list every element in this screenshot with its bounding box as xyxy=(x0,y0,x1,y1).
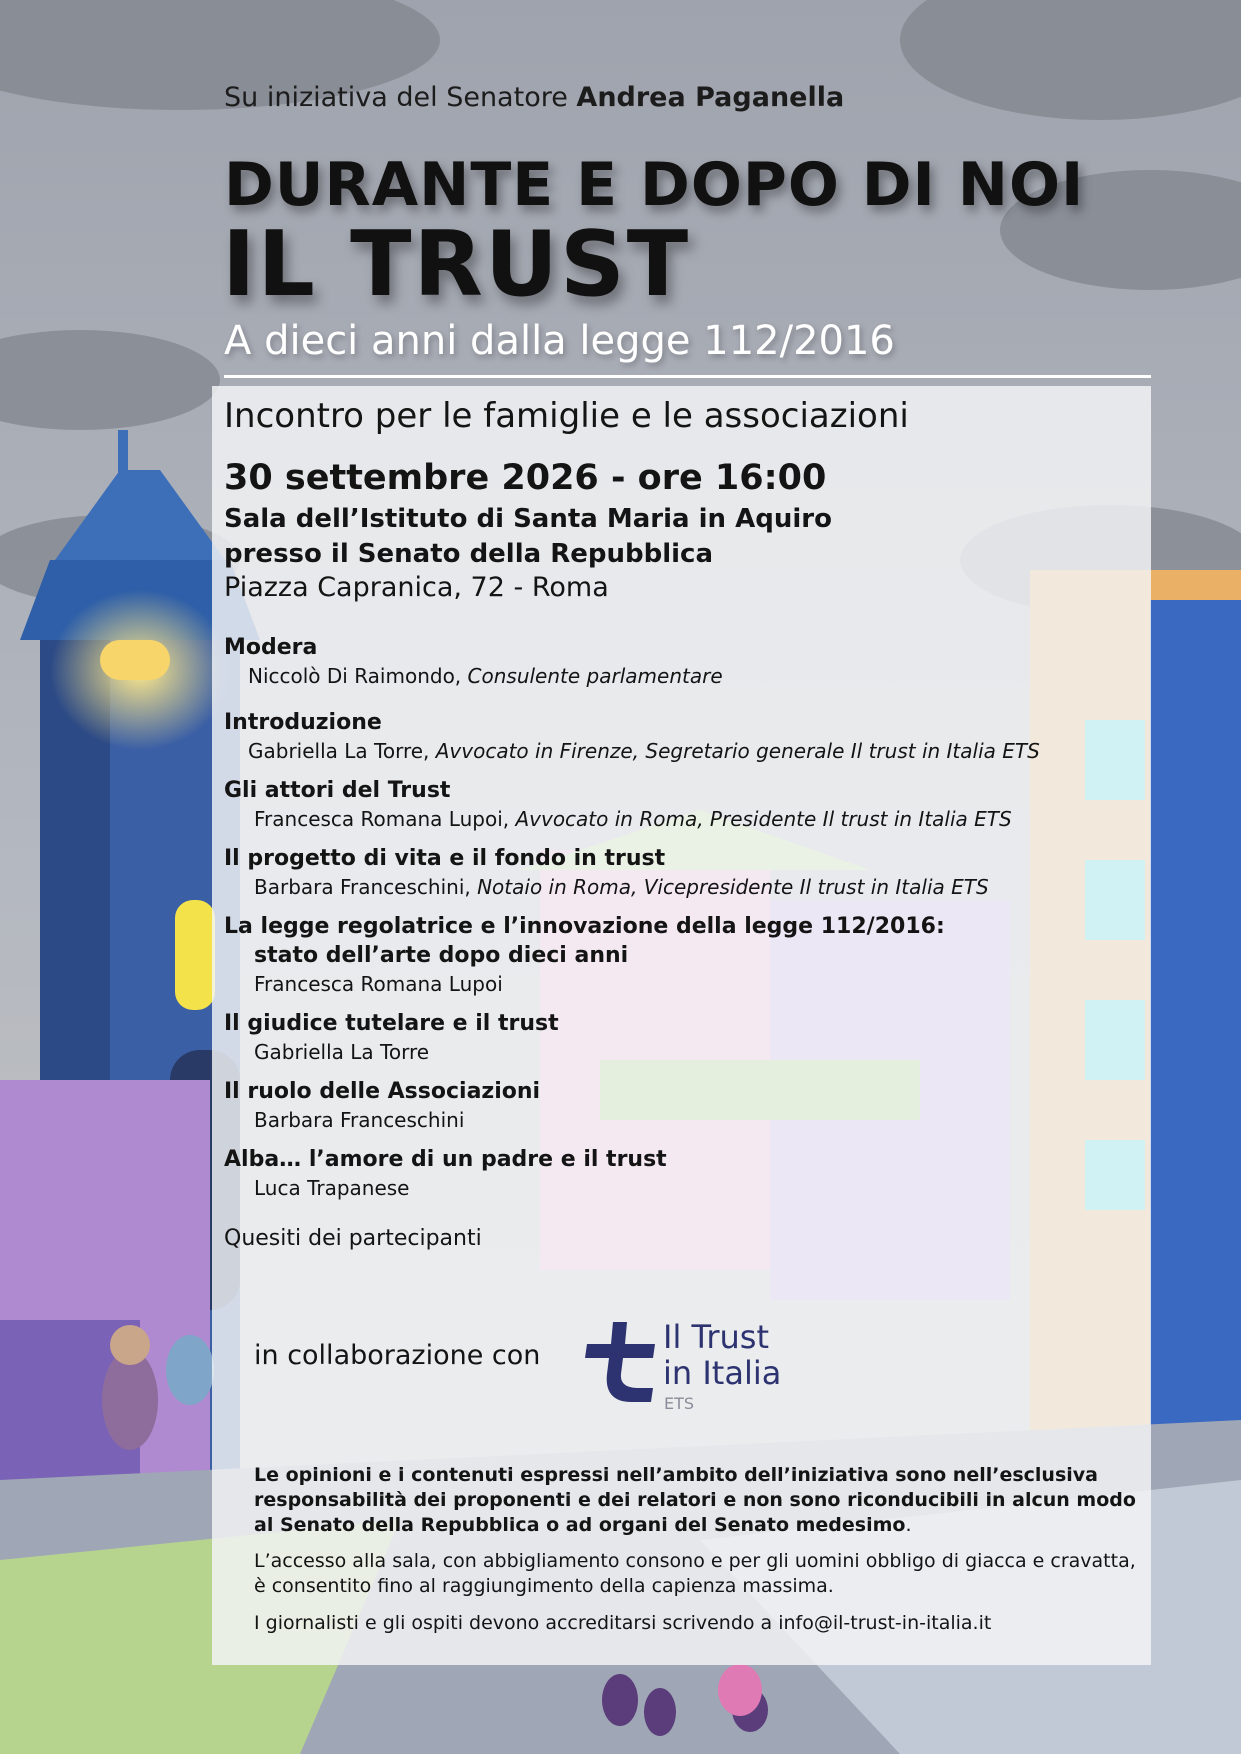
program-item xyxy=(224,708,1154,765)
event-venue xyxy=(224,502,832,572)
program-item-speaker: Niccolò Di Raimondo, Consulente parlamentare xyxy=(248,664,723,688)
program-item-title: Quesiti dei partecipanti xyxy=(224,1226,482,1251)
trust-logo-icon xyxy=(583,1322,659,1402)
venue-line-2: presso il Senato della Repubblica xyxy=(224,539,714,569)
program-item-title: Gli attori del Trust xyxy=(224,778,451,803)
program-item-title: La legge regolatrice e l’innovazione della legge 112/2016: xyxy=(224,914,945,939)
disclaimer: Le opinioni e i contenuti espressi nell’ambito dell’iniziativa sono nell’esclusiva responsabilità dei proponenti e dei relatori e non sono riconducibili in alcun modo al Senato della Repubblica o ad organi del Senato medesimo. xyxy=(254,1464,1136,1536)
event-datetime: 30 settembre 2026 - ore 16:00 xyxy=(224,458,827,498)
logo-line-1: Il Trust xyxy=(663,1318,769,1356)
initiative-prefix: Su iniziativa del Senatore xyxy=(224,82,577,113)
title-line-2: IL TRUST xyxy=(222,212,691,317)
program-item-speaker: Gabriella La Torre, Avvocato in Firenze, Segretario generale Il trust in Italia ETS xyxy=(248,739,1040,763)
title-line-1: DURANTE E DOPO DI NOI xyxy=(224,150,1085,220)
access-note: L’accesso alla sala, con abbigliamento consono e per gli uomini obbligo di giacca e cravatta, è consentito fino al raggiungimento della capienza massima. xyxy=(254,1550,1136,1597)
program-item xyxy=(224,1077,1154,1134)
program-item-title-continued: stato dell’arte dopo dieci anni xyxy=(254,943,629,968)
logo-line-2: in Italia xyxy=(663,1354,782,1392)
collaboration-label: in collaborazione con xyxy=(254,1340,541,1371)
program-item-title: Alba… l’amore di un padre e il trust xyxy=(224,1147,667,1172)
title-divider xyxy=(224,375,1151,378)
trust-in-italia-logo xyxy=(583,1318,808,1413)
program-item-speaker: Francesca Romana Lupoi xyxy=(254,972,503,996)
program-item-speaker: Francesca Romana Lupoi, Avvocato in Roma, Presidente Il trust in Italia ETS xyxy=(254,807,1012,831)
senator-name: Andrea Paganella xyxy=(576,82,845,113)
program-item xyxy=(224,844,1154,901)
event-subtitle: Incontro per le famiglie e le associazioni xyxy=(224,396,909,436)
program-item xyxy=(224,1145,1154,1202)
program-item-title: Introduzione xyxy=(224,710,382,735)
disclaimer-text: Le opinioni e i contenuti espressi nell’ambito dell’iniziativa sono nell’esclusiva responsabilità dei proponenti e dei relatori e non sono riconducibili in alcun modo al Senato della Repubblica o ad organi del Senato medesimo xyxy=(254,1464,1136,1536)
program-item-title: Il ruolo delle Associazioni xyxy=(224,1079,541,1104)
program-item xyxy=(224,1224,1154,1253)
program-item-speaker: Gabriella La Torre xyxy=(254,1040,430,1064)
initiative-line xyxy=(224,82,844,113)
program-item xyxy=(224,1009,1154,1066)
venue-line-1: Sala dell’Istituto di Santa Maria in Aquiro xyxy=(224,504,832,534)
title-line-3: A dieci anni dalla legge 112/2016 xyxy=(224,318,895,364)
event-address: Piazza Capranica, 72 - Roma xyxy=(224,572,609,603)
program-item-title: Il progetto di vita e il fondo in trust xyxy=(224,846,666,871)
program-item xyxy=(224,776,1154,833)
program-item xyxy=(224,633,1154,690)
press-note: I giornalisti e gli ospiti devono accreditarsi scrivendo a info@il-trust-in-italia.it xyxy=(254,1612,992,1634)
program-item-title: Il giudice tutelare e il trust xyxy=(224,1011,559,1036)
program-item-title: Modera xyxy=(224,635,318,660)
program-item-speaker: Barbara Franceschini xyxy=(254,1108,465,1132)
program-list xyxy=(224,633,1154,1264)
program-item-speaker: Luca Trapanese xyxy=(254,1176,410,1200)
logo-line-3: ETS xyxy=(664,1394,695,1413)
program-item xyxy=(224,912,1154,998)
program-item-speaker: Barbara Franceschini, Notaio in Roma, Vicepresidente Il trust in Italia ETS xyxy=(254,875,989,899)
